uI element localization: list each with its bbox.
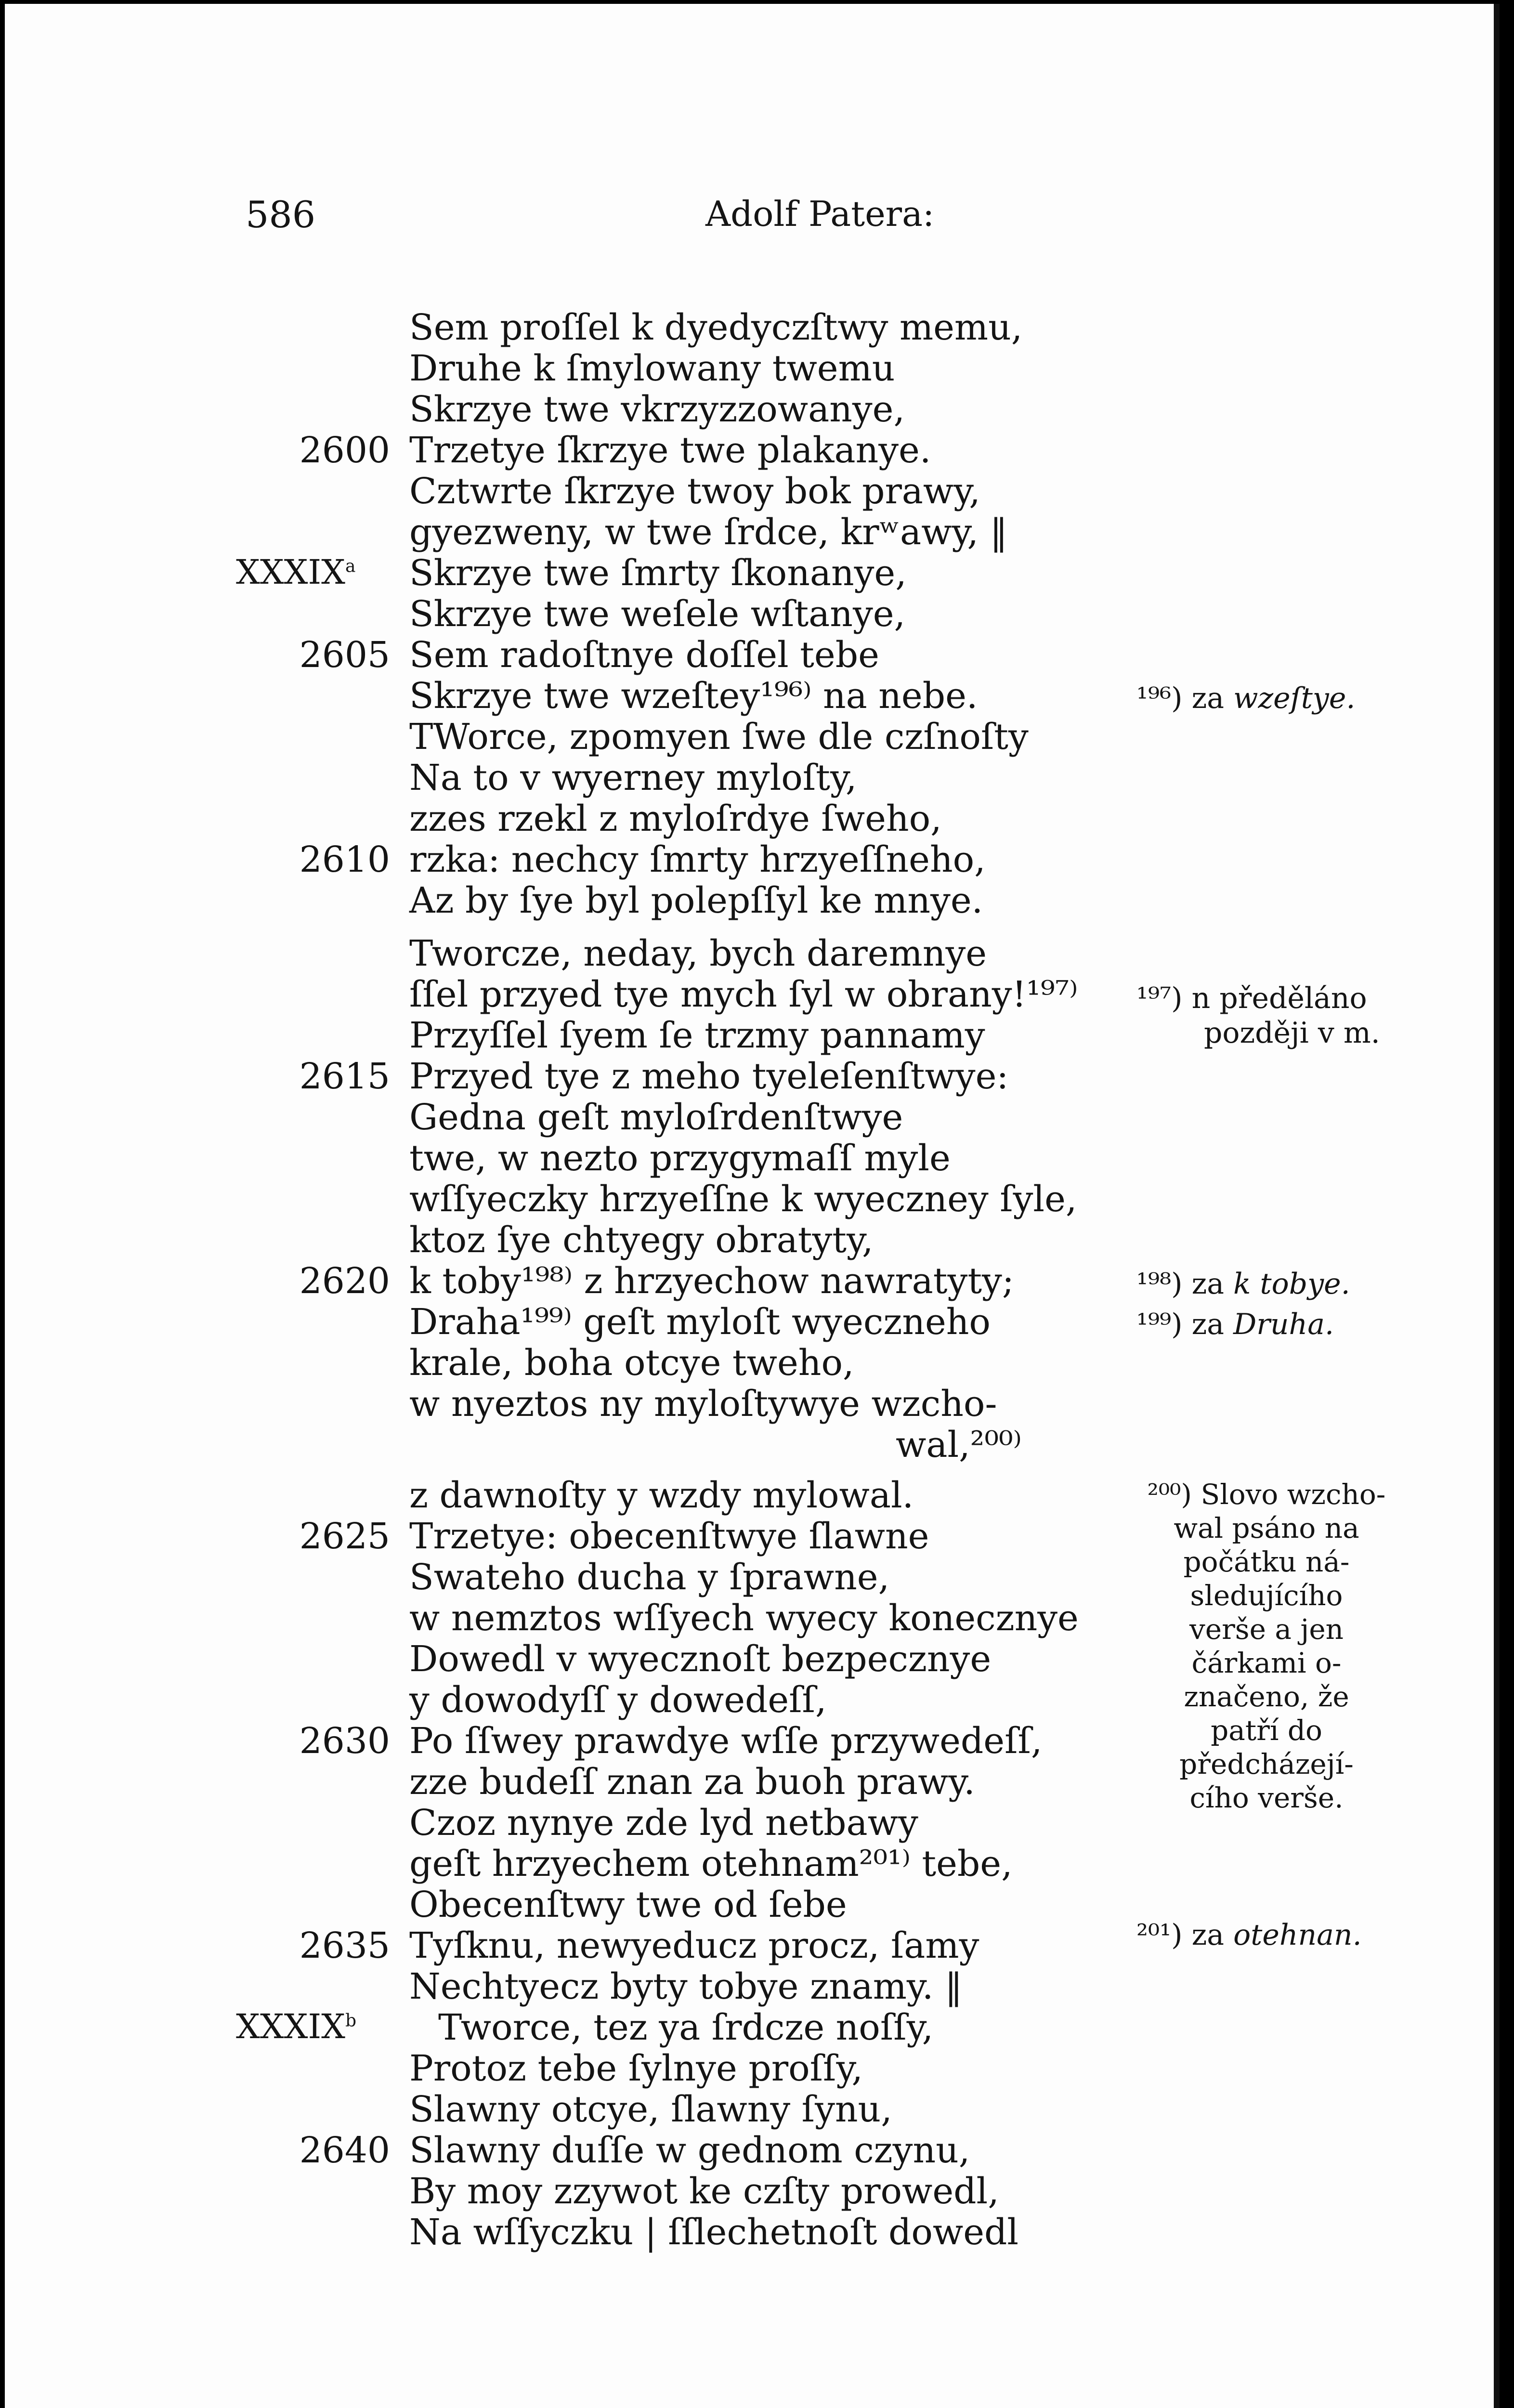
verse-line: Az by ſye byl polepſſyl ke mnye. [409, 880, 983, 921]
verse-number: 2600 [299, 430, 390, 471]
verse-line: gyezweny, w twe ſrdce, krʷawy, ‖ [409, 511, 1008, 553]
verse-line: Skrzye twe vkrzyzzowanye, [409, 389, 905, 430]
verse-line: Na wſſyczku | ſſlechetnoſt dowedl [409, 2212, 1019, 2253]
verse-line-continuation: wal,²⁰⁰⁾ [896, 1424, 1022, 1466]
verse-line: geſt hrzyechem otehnam²⁰¹⁾ tebe, [409, 1843, 1013, 1885]
verse-line: Dowedl v wyecznoſt bezpecznye [409, 1638, 992, 1680]
verse-line: krale, boha otcye tweho, [409, 1342, 854, 1384]
note-line: verše a jen [1189, 1613, 1344, 1646]
running-head: Adolf Patera: [705, 194, 935, 234]
note-line: patří do [1211, 1714, 1322, 1747]
note-prefix: za [1191, 1918, 1225, 1952]
verse-line: y dowodyſſ y dowedeſſ, [409, 1679, 827, 1721]
note-mark: ¹⁹⁹) [1136, 1308, 1183, 1341]
verse-number: 2605 [299, 634, 390, 676]
verse-number: 2640 [299, 2130, 390, 2171]
verse-line: By moy zzywot ke czſty prowedl, [409, 2171, 999, 2212]
verse-line: rzka: nechcy ſmrty hrzyeſſneho, [409, 839, 986, 880]
verse-line: Obecenſtwy twe od ſebe [409, 1884, 847, 1925]
note-mark: ¹⁹⁶) [1136, 681, 1183, 715]
verse-number: 2630 [299, 1720, 390, 1762]
verse-line: k toby¹⁹⁸⁾ z hrzyechow nawratyty; [409, 1260, 1014, 1302]
verse-line: Tworce, tez ya ſrdcze noſſy, [438, 2007, 934, 2048]
note-word: wzeſtye. [1233, 681, 1356, 715]
verse-line: Przyed tye z meho tyeleſenſtwye: [409, 1056, 1009, 1097]
verse-line: Druhe k ſmylowany twemu [409, 348, 895, 389]
footnote-196 [1136, 681, 1356, 715]
folio-sup: a [345, 556, 356, 576]
verse-line: Skrzye twe wzeſtey¹⁹⁶⁾ na nebe. [409, 675, 978, 717]
verse-line: Protoz tebe ſylnye proſſy, [409, 2048, 863, 2089]
note-mark: ²⁰¹) [1136, 1918, 1183, 1952]
note-line: ²⁰⁰) Slovo wzcho- [1147, 1478, 1386, 1511]
verse-line: ktoz ſye chtyegy obratyty, [409, 1219, 874, 1261]
verse-number: 2635 [299, 1925, 390, 1966]
verse-line: Trzetye ſkrzye twe plakanye. [409, 430, 931, 471]
verse-line: z dawnoſty y wzdy mylowal. [409, 1475, 914, 1516]
folio-mark [236, 2007, 357, 2046]
note-line: předcházejí- [1179, 1748, 1354, 1780]
verse-line: Slawny duſſe w gednom czynu, [409, 2130, 970, 2171]
note-prefix: za [1191, 1308, 1225, 1341]
footnote-200 [1122, 1478, 1411, 1815]
note-line: ¹⁹⁷) n předěláno [1136, 982, 1367, 1015]
note-mark: ¹⁹⁸) [1136, 1267, 1183, 1301]
book-page [5, 4, 1500, 2408]
note-line: později v m. [1204, 1016, 1380, 1050]
verse-number: 2610 [299, 839, 390, 880]
folio-mark [236, 552, 356, 592]
verse-line: ſſel przyed tye mych ſyl w obrany!¹⁹⁷⁾ [409, 974, 1078, 1015]
verse-line: twe, w nezto przygymaſſ myle [409, 1138, 951, 1179]
verse-line: Skrzye twe ſmrty ſkonanye, [409, 552, 907, 594]
verse-line: w nyeztos ny myloſtywye wzcho- [409, 1383, 997, 1425]
verse-line: zzes rzekl z myloſrdye ſweho, [409, 798, 942, 839]
verse-line: Sem radoſtnye doſſel tebe [409, 634, 879, 676]
footnote-199 [1136, 1310, 1334, 1339]
verse-line: Swateho ducha y ſprawne, [409, 1557, 890, 1598]
verse-line: wſſyeczky hrzyeſſne k wyeczney ſyle, [409, 1178, 1077, 1220]
note-line: sledujícího [1190, 1579, 1343, 1612]
verse-line: zze budeſſ znan za buoh prawy. [409, 1761, 975, 1803]
folio-label: XXXIX [236, 552, 345, 592]
footnote-201 [1136, 1918, 1362, 1952]
verse-line: Skrzye twe weſele wſtanye, [409, 593, 906, 635]
verse-line: Trzetye: obecenſtwye ſlawne [409, 1516, 929, 1557]
verse-line: Tyſknu, newyeducz procz, ſamy [409, 1925, 979, 1966]
note-line: čárkami o- [1191, 1647, 1342, 1679]
folio-label: XXXIX [236, 2007, 345, 2046]
verse-line: Draha¹⁹⁹⁾ geſt myloſt wyeczneho [409, 1301, 991, 1343]
note-line: počátku ná- [1183, 1545, 1350, 1578]
note-line: značeno, že [1184, 1680, 1349, 1713]
verse-line: Gedna geſt myloſrdenſtwye [409, 1097, 903, 1138]
verse-line: Slawny otcye, ſlawny ſynu, [409, 2089, 892, 2130]
verse-line: Przyſſel ſyem ſe trzmy pannamy [409, 1015, 985, 1056]
verse-number: 2620 [299, 1260, 390, 1302]
verse-line: w nemztos wſſyech wyecy konecznye [409, 1597, 1079, 1639]
verse-line: Czoz nynye zde lyd netbawy [409, 1802, 918, 1844]
note-word: k tobye. [1233, 1267, 1350, 1301]
verse-line: Nechtyecz byty tobye znamy. ‖ [409, 1966, 963, 2007]
note-word: otehnan. [1233, 1918, 1362, 1952]
verse-line: Sem proſſel k dyedyczſtwy memu, [409, 307, 1023, 348]
page-number: 586 [246, 193, 316, 236]
note-word: Druha. [1233, 1308, 1334, 1341]
verse-line: TWorce, zpomyen ſwe dle czſnoſty [409, 716, 1029, 758]
verse-number: 2615 [299, 1056, 390, 1097]
verse-line: Po ſſwey prawdye wſſe przywedeſſ, [409, 1720, 1043, 1762]
footnote-197 [1136, 982, 1380, 1050]
footnote-198 [1136, 1267, 1350, 1301]
folio-sup: b [345, 2011, 357, 2031]
verse-line: Na to v wyerney myloſty, [409, 757, 857, 798]
verse-line: Tworcze, neday, bych daremnye [409, 933, 987, 974]
verse-line: Cztwrte ſkrzye twoy bok prawy, [409, 471, 980, 512]
verse-column [5, 4, 1112, 2408]
note-line: cího verše. [1189, 1781, 1344, 1814]
verse-number: 2625 [299, 1516, 390, 1557]
note-prefix: za [1191, 1267, 1225, 1301]
note-line: wal psáno na [1174, 1512, 1359, 1544]
note-prefix: za [1191, 681, 1225, 715]
